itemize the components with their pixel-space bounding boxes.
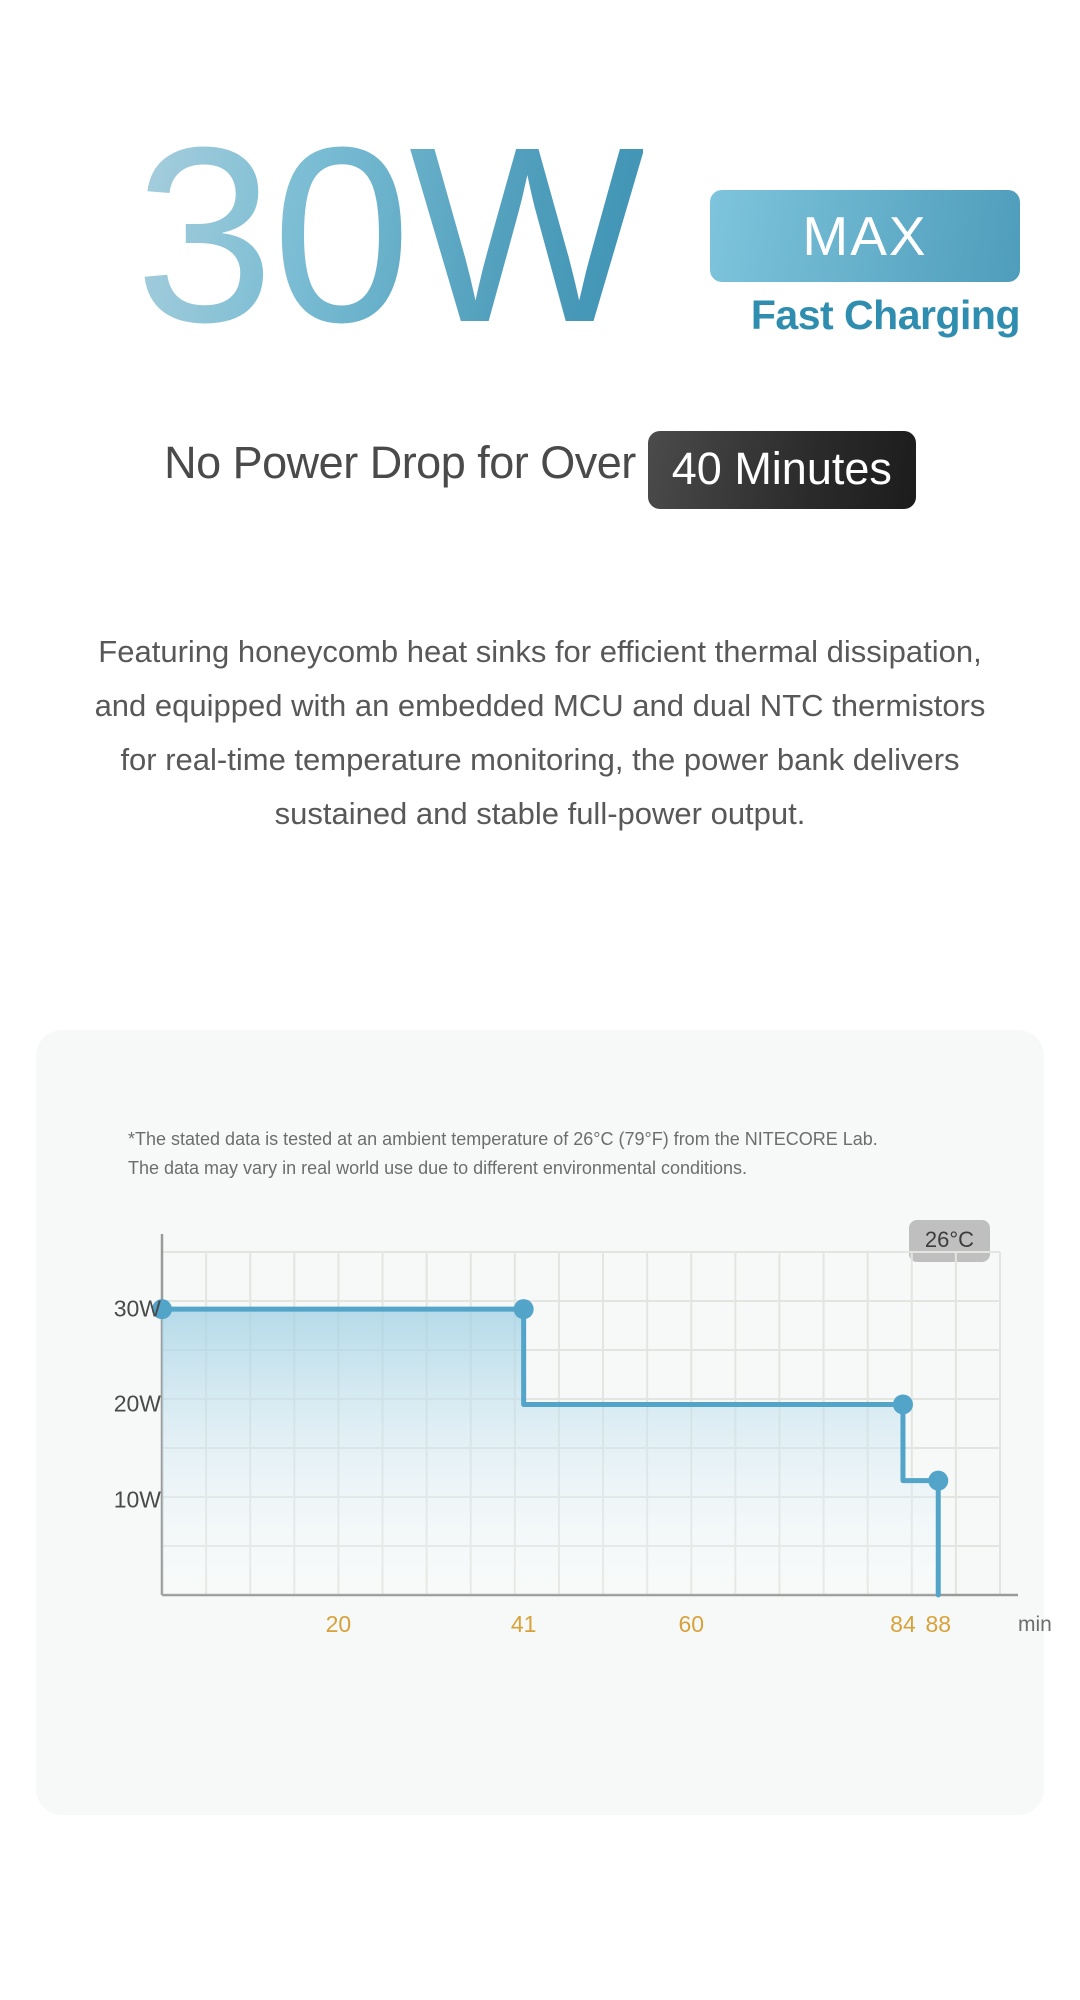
chart-x-tick: 41 <box>510 1611 537 1637</box>
chart-x-tick: 84 <box>890 1611 916 1637</box>
chart-disclaimer-line-2: The data may vary in real world use due to different environmental conditions. <box>128 1158 748 1178</box>
chart-card <box>36 1030 1052 1815</box>
chart-y-tick: 20W <box>113 1390 161 1417</box>
chart-plot-area <box>36 1030 1052 1815</box>
hero-max-badge: MAX <box>710 190 1020 282</box>
hero-row <box>40 95 1040 400</box>
chart-y-tick: 30W <box>113 1295 161 1322</box>
chart-y-tick: 10W <box>113 1486 161 1513</box>
headline <box>0 425 1080 503</box>
ambient-temperature-badge: 26°C <box>909 1220 990 1262</box>
hero-section <box>0 95 1080 400</box>
chart-x-tick: 88 <box>925 1611 952 1637</box>
chart-disclaimer-line-1: *The stated data is tested at an ambient temperature of 26°C (79°F) from the NITECORE Lab. <box>128 1129 878 1149</box>
description-paragraph: Featuring honeycomb heat sinks for efficient thermal dissipation, and equipped with an embedded MCU and dual NTC thermistors for real-time temperature monitoring, the power bank delivers sustained and stable full-power output. <box>94 634 986 831</box>
headline-prefix: No Power Drop for Over <box>164 437 636 488</box>
chart-x-axis-labels <box>36 1030 1052 1815</box>
chart-x-tick: 20 <box>325 1611 352 1637</box>
chart-x-tick: 60 <box>678 1611 705 1637</box>
hero-power-value: 30W <box>135 95 644 374</box>
hero-subtitle: Fast Charging <box>750 292 1020 338</box>
headline-chip: 40 Minutes <box>648 431 916 509</box>
chart-x-axis-unit: min <box>1018 1613 1052 1636</box>
